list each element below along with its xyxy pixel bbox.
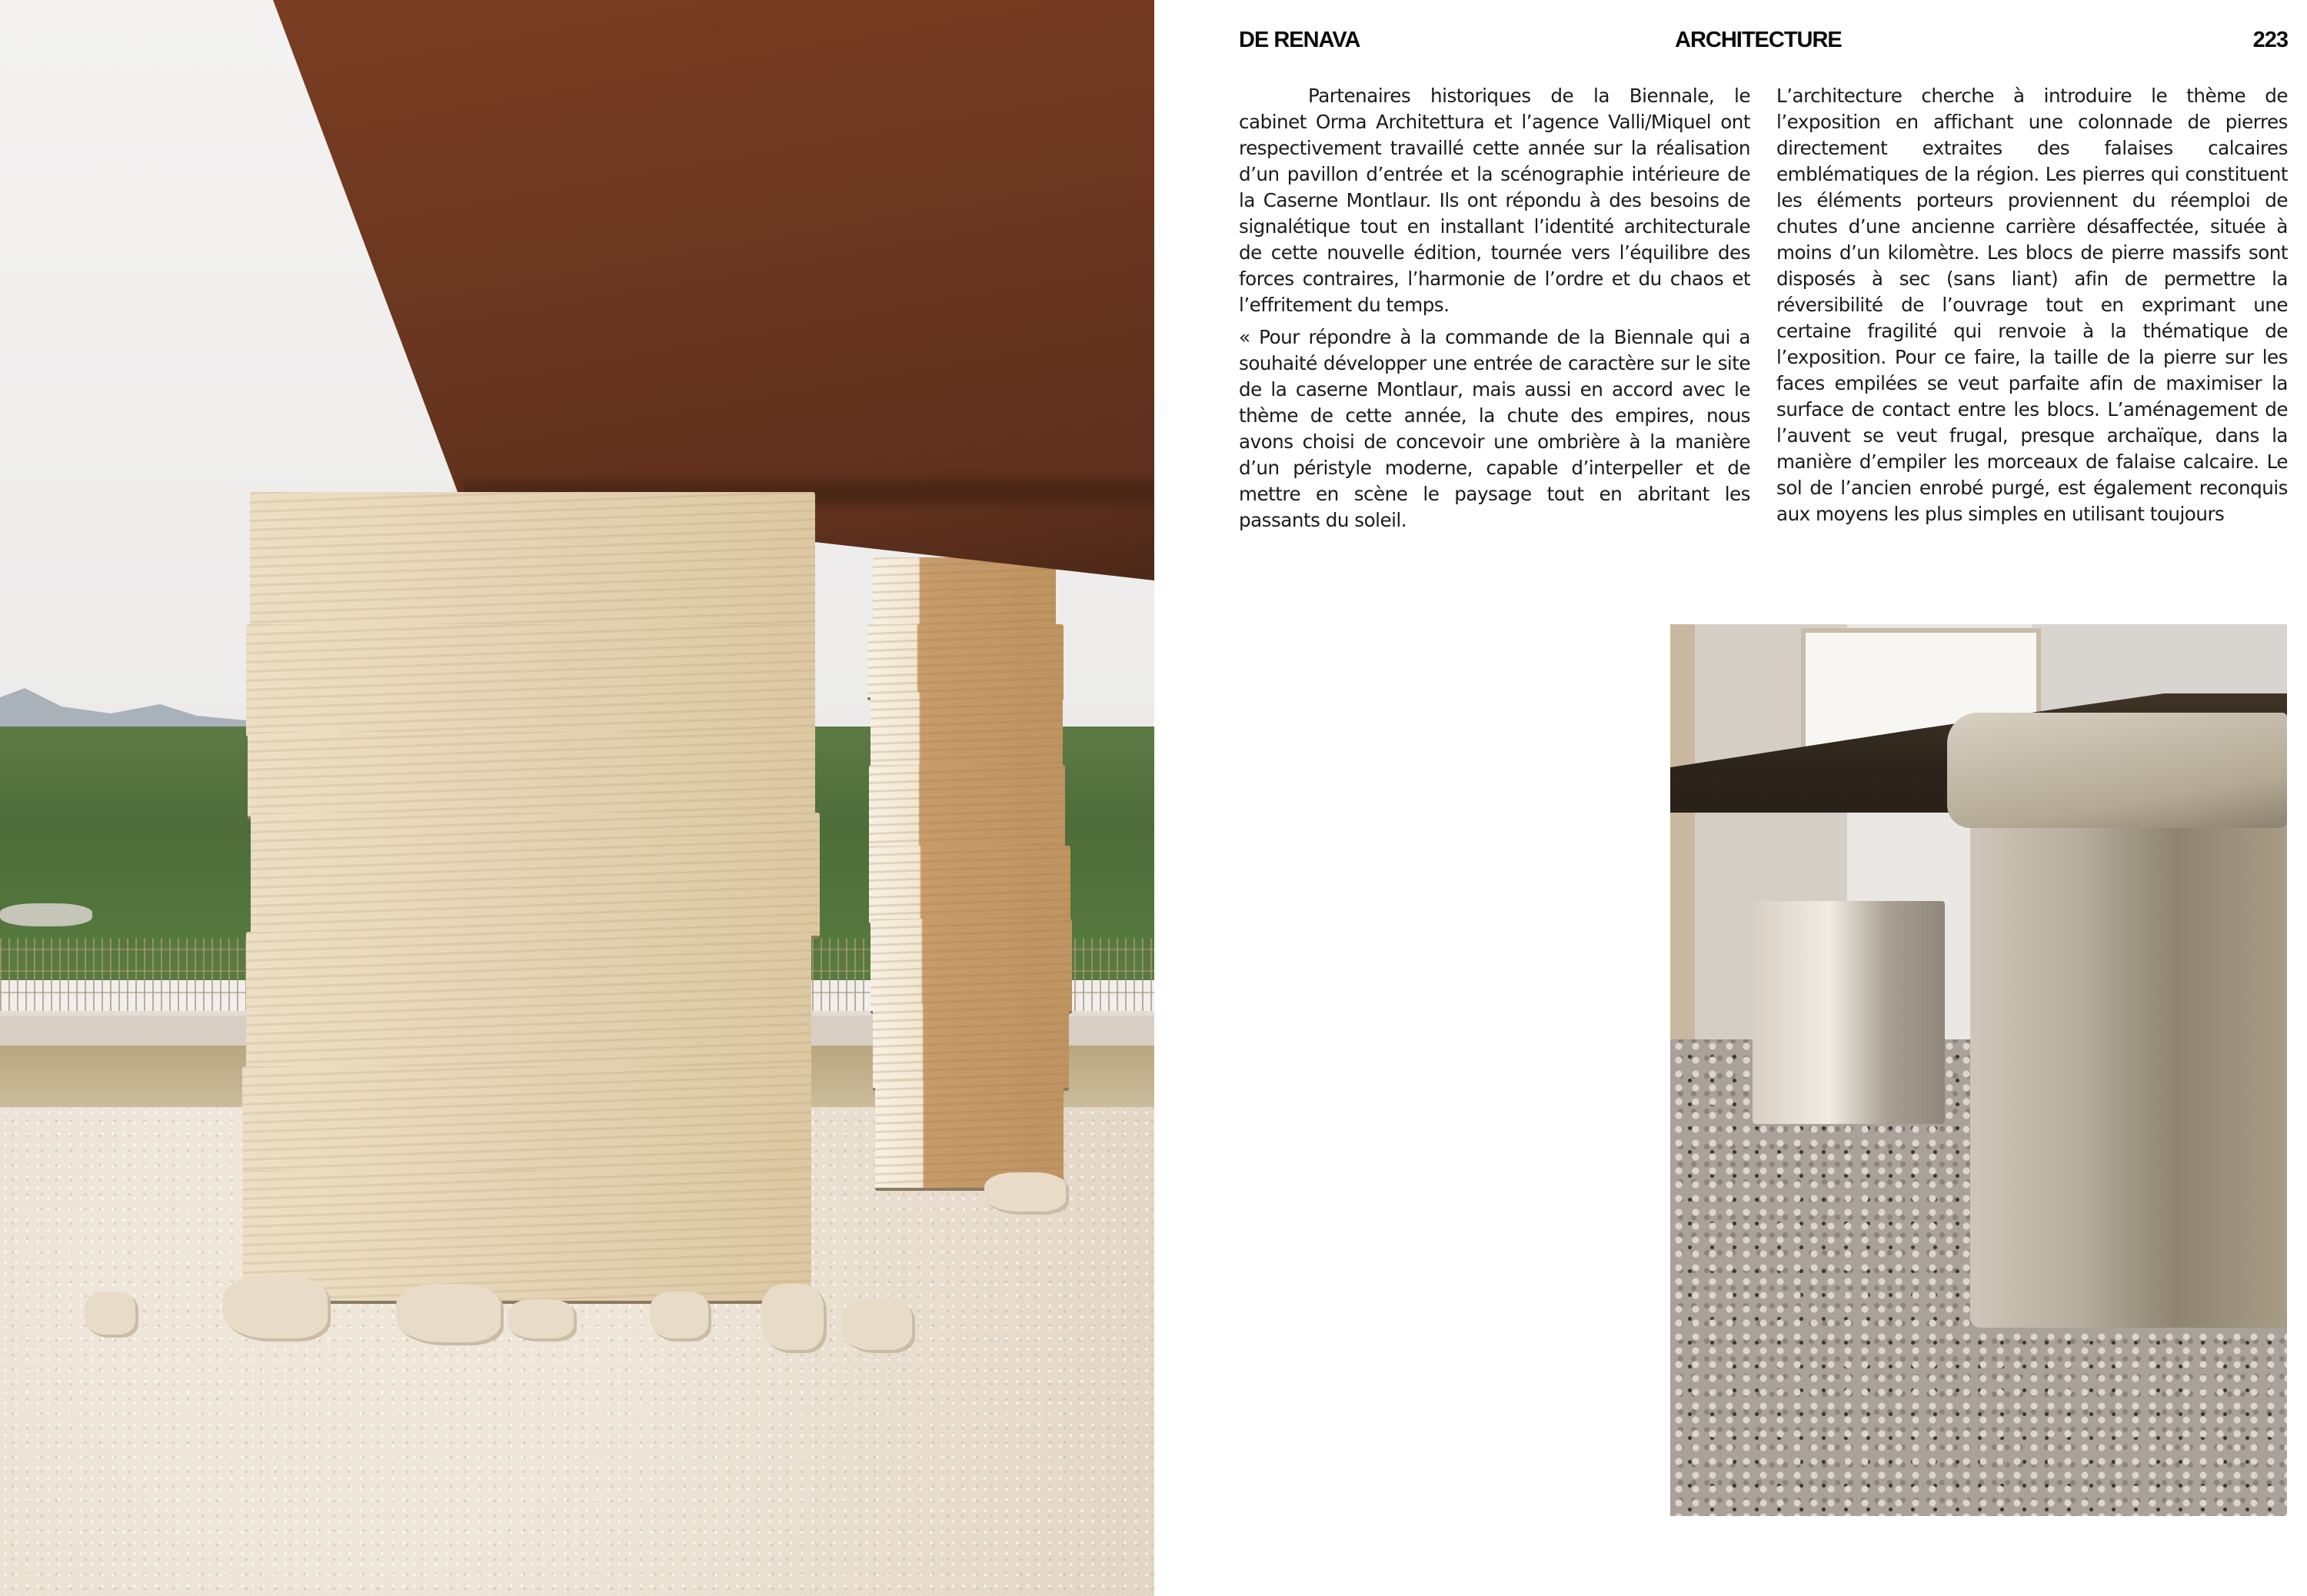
running-header bbox=[1239, 28, 2288, 58]
text-column-1 bbox=[1239, 83, 1750, 540]
rubble-stone bbox=[85, 1292, 138, 1338]
photo-stone-table-interior bbox=[1670, 624, 2287, 1516]
quote-paragraph: « Pour répondre à la commande de la Biennale qui a souhaité développer une entrée de caractère sur le site de la caserne Montlaur, mais aussi en accord avec le thème de cette année, la chute des empires, nous avons choisi de concevoir une ombrière à la manière d’un péristyle moderne, capable d’interpeller et de mettre en scène le paysage tout en abritant les passants du soleil. bbox=[1239, 326, 1750, 531]
rubric-title: ARCHITECTURE bbox=[1675, 28, 1842, 52]
rubble-stone bbox=[650, 1292, 711, 1342]
rubble-stone bbox=[761, 1284, 827, 1353]
hillside-clearing bbox=[0, 903, 92, 926]
limestone-cap-stone bbox=[1947, 713, 2287, 828]
limestone-block-front bbox=[1970, 820, 2287, 1328]
rubble-stone bbox=[984, 1172, 1069, 1215]
rubble-stone bbox=[223, 1276, 331, 1342]
section-title: DE RENAVA bbox=[1239, 28, 1360, 52]
body-paragraph: Partenaires historiques de la Biennale, le cabinet Orma Architettura et l’agence Valli/Miquel ont respectivement travaillé cette année sur la réalisation d’un pavillon d’entrée et la scénographie intérieure de la Caserne Montlaur. Ils ont répondu à des besoins de signalétique tout en installant l’identité architecturale de cette nouvelle édition, tournée vers l’équilibre des forces contraires, l’harmonie de l’ordre et du chaos et l’effritement du temps. bbox=[1239, 85, 1750, 316]
text-column-2 bbox=[1776, 83, 2288, 534]
rubble-stone bbox=[396, 1284, 504, 1345]
rubble-stone bbox=[842, 1299, 915, 1353]
limestone-block-back bbox=[1753, 901, 1945, 1124]
rubble-stone bbox=[508, 1299, 577, 1342]
body-paragraph: L’architecture cherche à introduire le thème de l’exposition en affichant une colonnade de pierres directement extraites des falaises calcaires emblématiques de la région. Les pierres qui constituent les éléments porteurs proviennent du réemploi de chutes d’une ancienne carrière désaffectée, située à moins d’un kilomètre. Les blocs de pierre massifs sont disposés à sec (sans liant) afin de permettre la réversibilité de l’ouvrage tout en exprimant une certaine fragilité qui renvoie à la thématique de l’exposition. Pour ce faire, la taille de la pierre sur les faces empilées se veut parfaite afin de maximiser la surface de contact entre les blocs. L’aménagement de l’auvent se veut frugal, presque archaïque, dans la manière d’empiler les morceaux de falaise calcaire. Le sol de l’ancien enrobé purgé, est également reconquis aux moyens les plus simples en utilisant toujours bbox=[1776, 85, 2288, 525]
page-number: 223 bbox=[2252, 28, 2288, 52]
